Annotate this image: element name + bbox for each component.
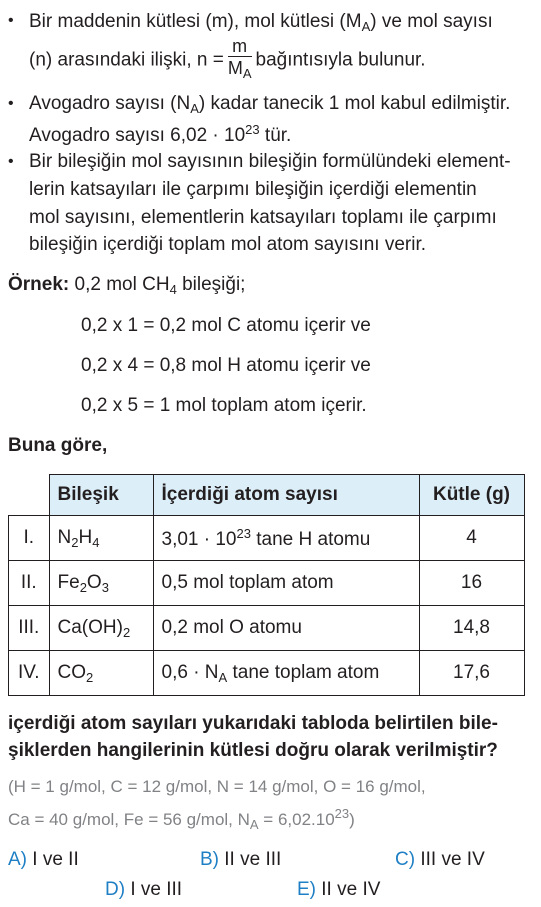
compound-formula: [49, 516, 153, 561]
mass-value: 16: [419, 561, 524, 606]
subscript: 2: [71, 534, 79, 550]
compound-formula: [49, 651, 153, 696]
answer-letter: E): [297, 879, 316, 900]
formula-part: Ca(OH): [57, 616, 123, 638]
bullet-3-line-4: bileşiğin içerdiği toplam mol atom sayısını verir.: [29, 234, 427, 255]
answer-option-d[interactable]: [105, 879, 182, 901]
given-text: = 6,02.10: [258, 810, 335, 829]
bullet-2-text: ) kadar tanecik 1 mol kabul edilmiştir.: [198, 93, 511, 114]
superscript: 23: [236, 525, 251, 541]
subscript: 4: [92, 534, 100, 550]
answer-option-b[interactable]: [200, 849, 281, 871]
answer-option-e[interactable]: [297, 879, 380, 901]
bullet-3-line-1: Bir bileşiğin mol sayısının bileşiğin formülündeki element-: [29, 151, 511, 172]
subscript: 2: [79, 579, 87, 595]
formula-part: N: [57, 526, 72, 548]
atom-count: 0,5 mol toplam atom: [153, 561, 419, 606]
bullet-1-text: bağıntısıyla bulunur.: [255, 49, 426, 71]
example-line-2: 0,2 x 4 = 0,8 mol H atomu içerir ve: [81, 355, 371, 376]
subscript: A: [190, 101, 199, 116]
example-text: bileşiği;: [176, 274, 246, 295]
question-line-1: içerdiği atom sayıları yukarıdaki tabloda belirtilen bile-: [8, 713, 498, 734]
table-row: [9, 561, 525, 606]
answer-text: I ve III: [130, 879, 183, 900]
mass-value: 17,6: [419, 651, 524, 696]
answer-letter: C): [395, 849, 416, 870]
answer-text: II ve IV: [321, 879, 381, 900]
compound-formula: [49, 606, 153, 651]
atom-count: [153, 651, 419, 696]
bullet-1-text: ) ve mol sayısı: [370, 11, 493, 32]
atom-text: 3,01 · 10: [161, 528, 237, 550]
example-line-1: 0,2 x 1 = 0,2 mol C atomu içerir ve: [81, 315, 371, 336]
fraction: [228, 36, 252, 85]
bullet-3-line-3: mol sayısını, elementlerin katsayıları toplamı ile çarpımı: [29, 207, 497, 228]
answer-letter: A): [8, 849, 27, 870]
bullet-1-line-1: [29, 9, 493, 39]
formula-part: CO: [57, 661, 86, 683]
row-number: I.: [9, 516, 50, 561]
mass-value: 14,8: [419, 606, 524, 651]
table-header-cell: Kütle (g): [419, 475, 524, 516]
superscript: 23: [245, 122, 260, 137]
subscript: A: [218, 669, 228, 685]
subscript: 3: [101, 579, 109, 595]
subscript: 2: [86, 669, 94, 685]
subscript: 4: [169, 282, 177, 297]
table-row: [9, 516, 525, 561]
bullet-2-text: tür.: [259, 125, 292, 146]
subscript: A: [249, 817, 259, 832]
bullet-3-line-2: lerin katsayıları ile çarpımı bileşiğin içerdiği elementin: [29, 179, 477, 200]
subscript: A: [242, 66, 252, 81]
bullet-1-text: Bir maddenin kütlesi (m), mol kütlesi (M: [29, 11, 362, 32]
question-line-2: şiklerden hangilerinin kütlesi doğru olarak verilmiştir?: [8, 740, 498, 761]
formula-part: O: [86, 571, 102, 593]
compound-table: [8, 474, 525, 696]
bullet-2-line-2: [29, 117, 291, 148]
denominator-symbol: M: [227, 58, 243, 78]
row-number: IV.: [9, 651, 50, 696]
formula-part: Fe: [57, 571, 80, 593]
intro-text: Buna göre,: [8, 435, 108, 456]
mass-value: 4: [419, 516, 524, 561]
bullet-2-text: Avogadro sayısı 6,02 · 10: [29, 125, 246, 146]
answer-option-c[interactable]: [395, 849, 485, 871]
answer-letter: D): [105, 879, 126, 900]
row-number: III.: [9, 606, 50, 651]
bullet-marker: •: [8, 12, 14, 29]
atom-text: tane toplam atom: [227, 661, 380, 683]
bullet-1-line-2: [29, 36, 426, 85]
compound-formula: [49, 561, 153, 606]
atom-count: [153, 516, 419, 561]
example-heading: [8, 272, 245, 302]
bullet-marker: •: [8, 95, 14, 112]
answer-text: III ve IV: [420, 849, 485, 870]
subscript: 2: [122, 624, 131, 640]
atom-text: tane H atomu: [250, 528, 371, 550]
answer-text: II ve III: [224, 849, 282, 870]
table-header-cell: İçerdiği atom sayısı: [153, 475, 419, 516]
subscript: A: [361, 19, 371, 34]
example-line-3: 0,2 x 5 = 1 mol toplam atom içerir.: [81, 395, 367, 416]
row-number: II.: [9, 561, 50, 606]
answer-option-a[interactable]: [8, 849, 79, 871]
example-label: Örnek:: [8, 274, 70, 295]
bullet-1-text: (n) arasındaki ilişki, n =: [29, 49, 224, 71]
table-row: [9, 606, 525, 651]
formula-part: H: [78, 526, 93, 548]
fraction-numerator: m: [228, 36, 252, 57]
example-text: 0,2 mol CH: [74, 274, 170, 295]
bullet-2-text: Avogadro sayısı (N: [29, 93, 191, 114]
table-header-empty: [9, 475, 50, 516]
superscript: 23: [334, 806, 350, 821]
given-line-2: [8, 801, 355, 837]
table-header-row: [9, 475, 525, 516]
answer-letter: B): [200, 849, 219, 870]
given-line-1: (H = 1 g/mol, C = 12 g/mol, N = 14 g/mol, O = 16 g/mol,: [8, 777, 426, 796]
atom-text: 0,6 · N: [161, 661, 219, 683]
answer-text: I ve II: [32, 849, 79, 870]
table-row: [9, 651, 525, 696]
given-text: Ca = 40 g/mol, Fe = 56 g/mol, N: [8, 810, 250, 829]
atom-count: 0,2 mol O atomu: [153, 606, 419, 651]
given-text: ): [349, 810, 355, 829]
fraction-denominator: [228, 57, 252, 85]
table-header-cell: Bileşik: [49, 475, 153, 516]
bullet-marker: •: [8, 153, 14, 170]
